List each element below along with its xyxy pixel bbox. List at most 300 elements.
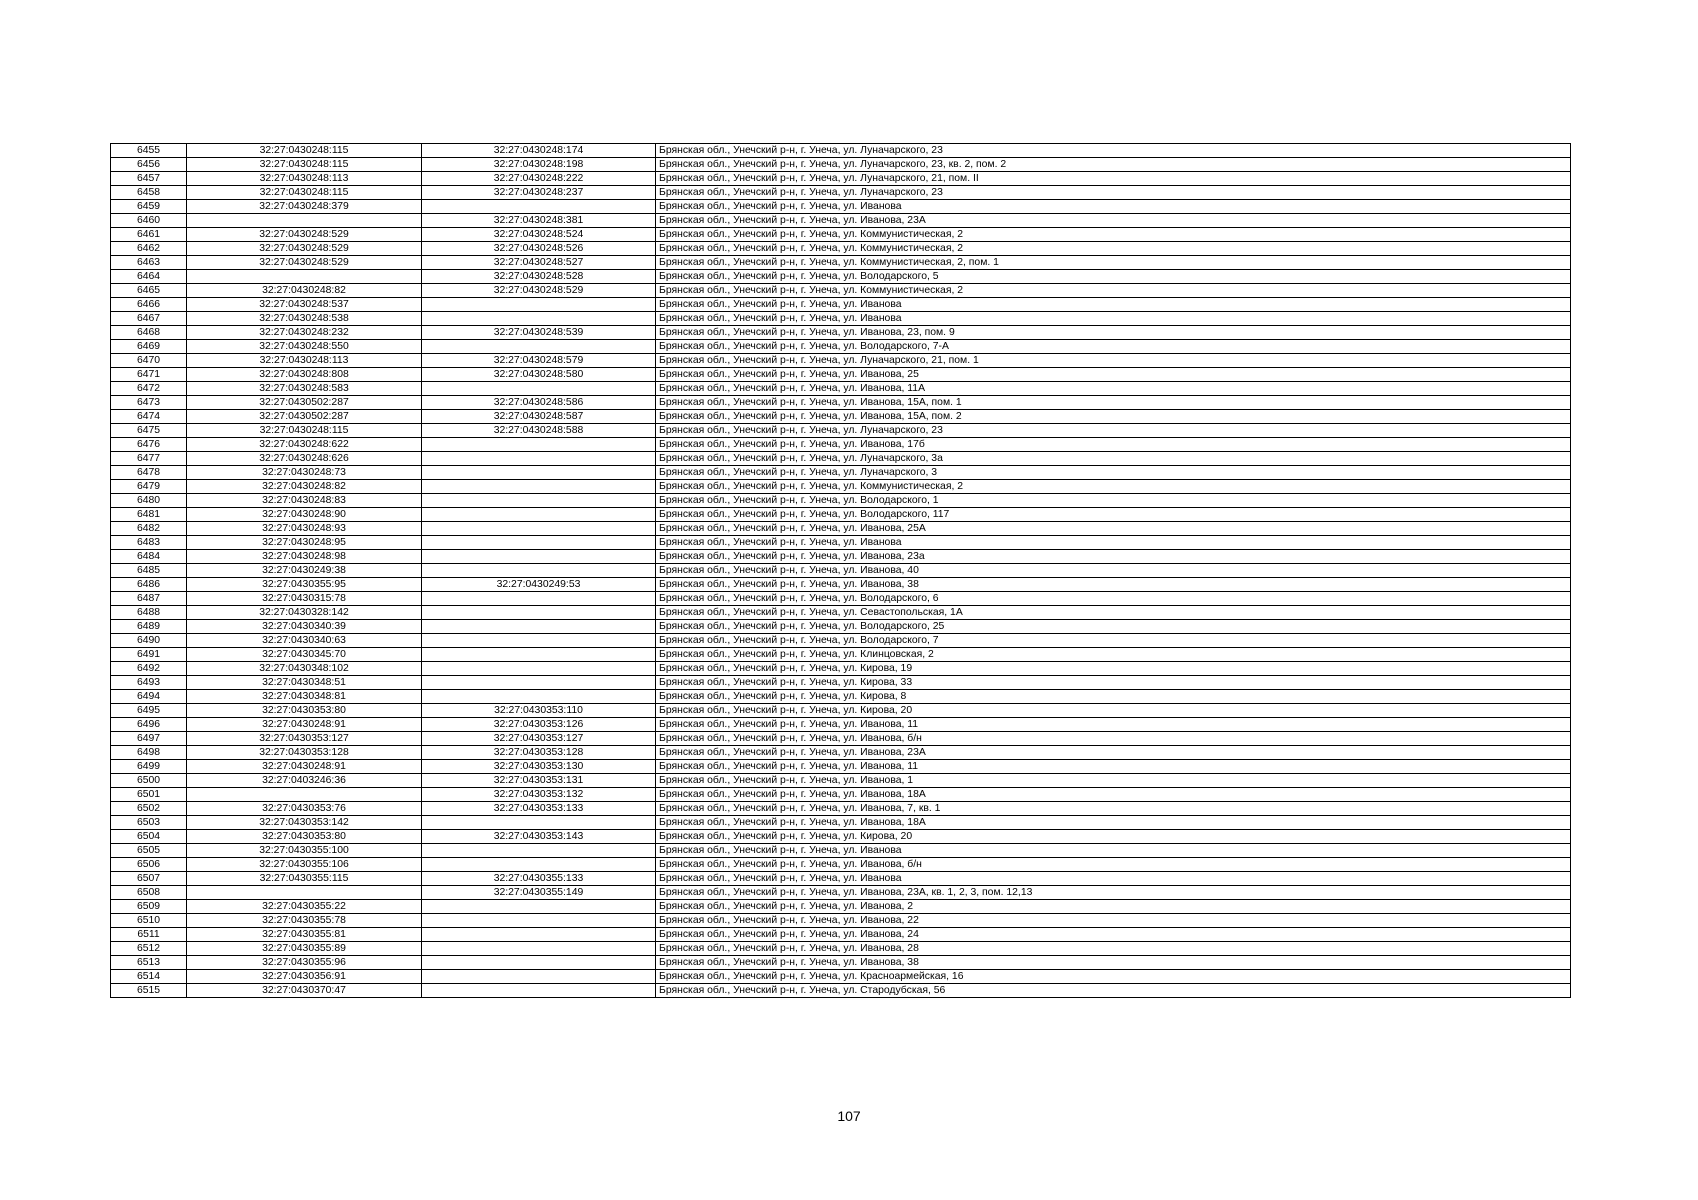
table-row [111,788,1571,802]
row-number-cell: 6478 [111,466,187,480]
address-cell: Брянская обл., Унечский р-н, г. Унеча, ул. Иванова, 22 [656,914,1571,928]
object-cadastral-cell [422,984,656,998]
parent-cadastral-cell: 32:27:0430355:78 [187,914,422,928]
address-cell: Брянская обл., Унечский р-н, г. Унеча, ул. Иванова, 23А [656,214,1571,228]
address-cell: Брянская обл., Унечский р-н, г. Унеча, ул. Иванова, 25А [656,522,1571,536]
table-row [111,452,1571,466]
row-number-cell: 6483 [111,536,187,550]
registry-table [110,143,1571,998]
address-cell: Брянская обл., Унечский р-н, г. Унеча, ул. Володарского, 1 [656,494,1571,508]
object-cadastral-cell: 32:27:0430353:131 [422,774,656,788]
address-cell: Брянская обл., Унечский р-н, г. Унеча, ул. Коммунистическая, 2 [656,284,1571,298]
parent-cadastral-cell: 32:27:0430248:95 [187,536,422,550]
address-cell: Брянская обл., Унечский р-н, г. Унеча, ул. Иванова, 38 [656,578,1571,592]
object-cadastral-cell: 32:27:0430248:580 [422,368,656,382]
table-row [111,312,1571,326]
address-cell: Брянская обл., Унечский р-н, г. Унеча, ул. Иванова, 15А, пом. 1 [656,396,1571,410]
object-cadastral-cell [422,620,656,634]
row-number-cell: 6471 [111,368,187,382]
object-cadastral-cell [422,536,656,550]
table-row [111,592,1571,606]
address-cell: Брянская обл., Унечский р-н, г. Унеча, ул. Иванова [656,872,1571,886]
table-row [111,914,1571,928]
object-cadastral-cell [422,606,656,620]
object-cadastral-cell: 32:27:0430355:149 [422,886,656,900]
row-number-cell: 6480 [111,494,187,508]
object-cadastral-cell [422,914,656,928]
object-cadastral-cell: 32:27:0430248:528 [422,270,656,284]
table-row [111,802,1571,816]
object-cadastral-cell: 32:27:0430248:198 [422,158,656,172]
object-cadastral-cell [422,494,656,508]
row-number-cell: 6512 [111,942,187,956]
parent-cadastral-cell: 32:27:0430248:93 [187,522,422,536]
row-number-cell: 6458 [111,186,187,200]
table-row [111,396,1571,410]
object-cadastral-cell: 32:27:0430248:588 [422,424,656,438]
parent-cadastral-cell: 32:27:0430248:626 [187,452,422,466]
parent-cadastral-cell: 32:27:0430248:115 [187,158,422,172]
parent-cadastral-cell: 32:27:0430248:115 [187,424,422,438]
object-cadastral-cell: 32:27:0430248:579 [422,354,656,368]
table-row [111,816,1571,830]
table-row [111,144,1571,158]
parent-cadastral-cell [187,886,422,900]
row-number-cell: 6508 [111,886,187,900]
object-cadastral-cell: 32:27:0430353:110 [422,704,656,718]
object-cadastral-cell [422,858,656,872]
parent-cadastral-cell: 32:27:0430248:90 [187,508,422,522]
row-number-cell: 6473 [111,396,187,410]
object-cadastral-cell: 32:27:0430248:527 [422,256,656,270]
table-row [111,186,1571,200]
object-cadastral-cell [422,452,656,466]
table-row [111,508,1571,522]
parent-cadastral-cell: 32:27:0430248:91 [187,760,422,774]
parent-cadastral-cell: 32:27:0430355:81 [187,928,422,942]
parent-cadastral-cell [187,788,422,802]
row-number-cell: 6499 [111,760,187,774]
parent-cadastral-cell: 32:27:0430370:47 [187,984,422,998]
parent-cadastral-cell: 32:27:0430248:115 [187,186,422,200]
parent-cadastral-cell: 32:27:0430353:80 [187,830,422,844]
address-cell: Брянская обл., Унечский р-н, г. Унеча, ул. Иванова, 11А [656,382,1571,396]
table-row [111,858,1571,872]
row-number-cell: 6488 [111,606,187,620]
table-row [111,578,1571,592]
table-row [111,830,1571,844]
parent-cadastral-cell: 32:27:0430248:98 [187,550,422,564]
address-cell: Брянская обл., Унечский р-н, г. Унеча, ул. Коммунистическая, 2, пом. 1 [656,256,1571,270]
table-row [111,634,1571,648]
address-cell: Брянская обл., Унечский р-н, г. Унеча, ул. Володарского, 7 [656,634,1571,648]
table-row [111,648,1571,662]
row-number-cell: 6505 [111,844,187,858]
table-row [111,886,1571,900]
table-row [111,494,1571,508]
row-number-cell: 6470 [111,354,187,368]
row-number-cell: 6459 [111,200,187,214]
page-number: 107 [837,1108,861,1124]
registry-sheet [110,143,1570,998]
row-number-cell: 6509 [111,900,187,914]
table-row [111,340,1571,354]
object-cadastral-cell [422,298,656,312]
address-cell: Брянская обл., Унечский р-н, г. Унеча, ул. Иванова, 23А, кв. 1, 2, 3, пом. 12,13 [656,886,1571,900]
table-row [111,774,1571,788]
address-cell: Брянская обл., Унечский р-н, г. Унеча, ул. Иванова, б/н [656,732,1571,746]
parent-cadastral-cell: 32:27:0430248:115 [187,144,422,158]
object-cadastral-cell [422,970,656,984]
table-row [111,284,1571,298]
row-number-cell: 6461 [111,228,187,242]
address-cell: Брянская обл., Унечский р-н, г. Унеча, ул. Иванова [656,298,1571,312]
row-number-cell: 6479 [111,480,187,494]
table-row [111,368,1571,382]
registry-table-body [111,144,1571,998]
row-number-cell: 6510 [111,914,187,928]
parent-cadastral-cell: 32:27:0430249:38 [187,564,422,578]
row-number-cell: 6507 [111,872,187,886]
row-number-cell: 6493 [111,676,187,690]
table-row [111,606,1571,620]
object-cadastral-cell: 32:27:0430248:222 [422,172,656,186]
row-number-cell: 6475 [111,424,187,438]
parent-cadastral-cell: 32:27:0430353:142 [187,816,422,830]
parent-cadastral-cell: 32:27:0430355:106 [187,858,422,872]
address-cell: Брянская обл., Унечский р-н, г. Унеча, ул. Володарского, 117 [656,508,1571,522]
address-cell: Брянская обл., Унечский р-н, г. Унеча, ул. Кирова, 19 [656,662,1571,676]
object-cadastral-cell [422,690,656,704]
address-cell: Брянская обл., Унечский р-н, г. Унеча, ул. Иванова, 40 [656,564,1571,578]
address-cell: Брянская обл., Унечский р-н, г. Унеча, ул. Клинцовская, 2 [656,648,1571,662]
address-cell: Брянская обл., Унечский р-н, г. Унеча, ул. Иванова, 7, кв. 1 [656,802,1571,816]
table-row [111,354,1571,368]
parent-cadastral-cell: 32:27:0430340:63 [187,634,422,648]
row-number-cell: 6468 [111,326,187,340]
table-row [111,956,1571,970]
row-number-cell: 6515 [111,984,187,998]
address-cell: Брянская обл., Унечский р-н, г. Унеча, ул. Коммунистическая, 2 [656,228,1571,242]
table-row [111,620,1571,634]
row-number-cell: 6472 [111,382,187,396]
address-cell: Брянская обл., Унечский р-н, г. Унеча, ул. Иванова, 2 [656,900,1571,914]
parent-cadastral-cell: 32:27:0430353:76 [187,802,422,816]
table-row [111,718,1571,732]
row-number-cell: 6514 [111,970,187,984]
parent-cadastral-cell: 32:27:0430348:51 [187,676,422,690]
address-cell: Брянская обл., Унечский р-н, г. Унеча, ул. Володарского, 7-А [656,340,1571,354]
row-number-cell: 6477 [111,452,187,466]
object-cadastral-cell: 32:27:0430353:133 [422,802,656,816]
object-cadastral-cell [422,956,656,970]
object-cadastral-cell: 32:27:0430248:174 [422,144,656,158]
row-number-cell: 6504 [111,830,187,844]
parent-cadastral-cell: 32:27:0430248:232 [187,326,422,340]
object-cadastral-cell [422,522,656,536]
row-number-cell: 6456 [111,158,187,172]
parent-cadastral-cell: 32:27:0430356:91 [187,970,422,984]
parent-cadastral-cell: 32:27:0430248:583 [187,382,422,396]
parent-cadastral-cell: 32:27:0430348:102 [187,662,422,676]
parent-cadastral-cell: 32:27:0430248:529 [187,242,422,256]
object-cadastral-cell [422,508,656,522]
address-cell: Брянская обл., Унечский р-н, г. Унеча, ул. Иванова, 18А [656,816,1571,830]
parent-cadastral-cell: 32:27:0430355:89 [187,942,422,956]
parent-cadastral-cell: 32:27:0430353:80 [187,704,422,718]
address-cell: Брянская обл., Унечский р-н, г. Унеча, ул. Кирова, 8 [656,690,1571,704]
object-cadastral-cell [422,900,656,914]
row-number-cell: 6482 [111,522,187,536]
address-cell: Брянская обл., Унечский р-н, г. Унеча, ул. Луначарского, 21, пом. 1 [656,354,1571,368]
row-number-cell: 6511 [111,928,187,942]
table-row [111,158,1571,172]
address-cell: Брянская обл., Унечский р-н, г. Унеча, ул. Иванова, 11 [656,760,1571,774]
parent-cadastral-cell: 32:27:0430248:379 [187,200,422,214]
parent-cadastral-cell: 32:27:0430248:82 [187,284,422,298]
parent-cadastral-cell: 32:27:0430340:39 [187,620,422,634]
address-cell: Брянская обл., Унечский р-н, г. Унеча, ул. Иванова [656,844,1571,858]
table-row [111,942,1571,956]
object-cadastral-cell: 32:27:0430248:587 [422,410,656,424]
row-number-cell: 6466 [111,298,187,312]
parent-cadastral-cell: 32:27:0430355:95 [187,578,422,592]
address-cell: Брянская обл., Унечский р-н, г. Унеча, ул. Иванова, 18А [656,788,1571,802]
parent-cadastral-cell: 32:27:0430248:113 [187,354,422,368]
table-row [111,298,1571,312]
address-cell: Брянская обл., Унечский р-н, г. Унеча, ул. Иванова, 17б [656,438,1571,452]
table-row [111,410,1571,424]
object-cadastral-cell [422,564,656,578]
table-row [111,438,1571,452]
row-number-cell: 6484 [111,550,187,564]
parent-cadastral-cell: 32:27:0430348:81 [187,690,422,704]
object-cadastral-cell: 32:27:0430248:586 [422,396,656,410]
table-row [111,690,1571,704]
parent-cadastral-cell: 32:27:0430248:91 [187,718,422,732]
table-row [111,522,1571,536]
address-cell: Брянская обл., Унечский р-н, г. Унеча, ул. Стародубская, 56 [656,984,1571,998]
row-number-cell: 6503 [111,816,187,830]
table-row [111,536,1571,550]
address-cell: Брянская обл., Унечский р-н, г. Унеча, ул. Луначарского, 23 [656,424,1571,438]
row-number-cell: 6474 [111,410,187,424]
table-row [111,270,1571,284]
parent-cadastral-cell: 32:27:0430502:287 [187,396,422,410]
row-number-cell: 6497 [111,732,187,746]
parent-cadastral-cell: 32:27:0430355:96 [187,956,422,970]
parent-cadastral-cell: 32:27:0430355:100 [187,844,422,858]
object-cadastral-cell: 32:27:0430353:128 [422,746,656,760]
address-cell: Брянская обл., Унечский р-н, г. Унеча, ул. Володарского, 5 [656,270,1571,284]
table-row [111,200,1571,214]
table-row [111,928,1571,942]
parent-cadastral-cell: 32:27:0430355:22 [187,900,422,914]
row-number-cell: 6464 [111,270,187,284]
row-number-cell: 6502 [111,802,187,816]
address-cell: Брянская обл., Унечский р-н, г. Унеча, ул. Кирова, 20 [656,704,1571,718]
parent-cadastral-cell [187,270,422,284]
row-number-cell: 6487 [111,592,187,606]
object-cadastral-cell [422,662,656,676]
address-cell: Брянская обл., Унечский р-н, г. Унеча, ул. Коммунистическая, 2 [656,480,1571,494]
table-row [111,382,1571,396]
address-cell: Брянская обл., Унечский р-н, г. Унеча, ул. Кирова, 33 [656,676,1571,690]
parent-cadastral-cell: 32:27:0430248:538 [187,312,422,326]
parent-cadastral-cell: 32:27:0430355:115 [187,872,422,886]
object-cadastral-cell [422,438,656,452]
parent-cadastral-cell: 32:27:0430345:70 [187,648,422,662]
parent-cadastral-cell: 32:27:0430248:113 [187,172,422,186]
address-cell: Брянская обл., Унечский р-н, г. Унеча, ул. Иванова, 23а [656,550,1571,564]
row-number-cell: 6457 [111,172,187,186]
table-row [111,970,1571,984]
table-row [111,760,1571,774]
row-number-cell: 6489 [111,620,187,634]
table-row [111,550,1571,564]
object-cadastral-cell: 32:27:0430248:524 [422,228,656,242]
table-row [111,326,1571,340]
parent-cadastral-cell: 32:27:0430328:142 [187,606,422,620]
object-cadastral-cell [422,676,656,690]
row-number-cell: 6495 [111,704,187,718]
parent-cadastral-cell: 32:27:0430248:808 [187,368,422,382]
table-row [111,704,1571,718]
table-row [111,872,1571,886]
row-number-cell: 6506 [111,858,187,872]
parent-cadastral-cell: 32:27:0430353:128 [187,746,422,760]
row-number-cell: 6460 [111,214,187,228]
parent-cadastral-cell: 32:27:0430248:83 [187,494,422,508]
row-number-cell: 6496 [111,718,187,732]
parent-cadastral-cell: 32:27:0430248:529 [187,228,422,242]
table-row [111,172,1571,186]
row-number-cell: 6463 [111,256,187,270]
address-cell: Брянская обл., Унечский р-н, г. Унеча, ул. Иванова [656,536,1571,550]
parent-cadastral-cell [187,214,422,228]
address-cell: Брянская обл., Унечский р-н, г. Унеча, ул. Иванова, 23А [656,746,1571,760]
table-row [111,564,1571,578]
object-cadastral-cell: 32:27:0430353:127 [422,732,656,746]
parent-cadastral-cell: 32:27:0430248:529 [187,256,422,270]
row-number-cell: 6455 [111,144,187,158]
row-number-cell: 6492 [111,662,187,676]
table-row [111,732,1571,746]
address-cell: Брянская обл., Унечский р-н, г. Унеча, ул. Коммунистическая, 2 [656,242,1571,256]
address-cell: Брянская обл., Унечский р-н, г. Унеча, ул. Севастопольская, 1А [656,606,1571,620]
table-row [111,984,1571,998]
table-row [111,746,1571,760]
table-row [111,214,1571,228]
row-number-cell: 6490 [111,634,187,648]
parent-cadastral-cell: 32:27:0430248:537 [187,298,422,312]
object-cadastral-cell: 32:27:0430248:529 [422,284,656,298]
object-cadastral-cell: 32:27:0430248:237 [422,186,656,200]
row-number-cell: 6485 [111,564,187,578]
object-cadastral-cell [422,844,656,858]
object-cadastral-cell [422,312,656,326]
address-cell: Брянская обл., Унечский р-н, г. Унеча, ул. Луначарского, 23, кв. 2, пом. 2 [656,158,1571,172]
address-cell: Брянская обл., Унечский р-н, г. Унеча, ул. Луначарского, 21, пом. II [656,172,1571,186]
object-cadastral-cell [422,634,656,648]
row-number-cell: 6467 [111,312,187,326]
address-cell: Брянская обл., Унечский р-н, г. Унеча, ул. Иванова [656,200,1571,214]
row-number-cell: 6462 [111,242,187,256]
object-cadastral-cell [422,592,656,606]
object-cadastral-cell: 32:27:0430353:130 [422,760,656,774]
parent-cadastral-cell: 32:27:0430315:78 [187,592,422,606]
parent-cadastral-cell: 32:27:0430502:287 [187,410,422,424]
row-number-cell: 6465 [111,284,187,298]
address-cell: Брянская обл., Унечский р-н, г. Унеча, ул. Иванова, 24 [656,928,1571,942]
object-cadastral-cell [422,648,656,662]
parent-cadastral-cell: 32:27:0430248:73 [187,466,422,480]
address-cell: Брянская обл., Унечский р-н, г. Унеча, ул. Иванова, 15А, пом. 2 [656,410,1571,424]
object-cadastral-cell: 32:27:0430353:143 [422,830,656,844]
table-row [111,900,1571,914]
address-cell: Брянская обл., Унечский р-н, г. Унеча, ул. Красноармейская, 16 [656,970,1571,984]
object-cadastral-cell: 32:27:0430353:132 [422,788,656,802]
object-cadastral-cell [422,816,656,830]
address-cell: Брянская обл., Унечский р-н, г. Унеча, ул. Иванова [656,312,1571,326]
row-number-cell: 6476 [111,438,187,452]
object-cadastral-cell [422,942,656,956]
object-cadastral-cell [422,550,656,564]
address-cell: Брянская обл., Унечский р-н, г. Унеча, ул. Иванова, б/н [656,858,1571,872]
table-row [111,228,1571,242]
table-row [111,480,1571,494]
address-cell: Брянская обл., Унечский р-н, г. Унеча, ул. Володарского, 6 [656,592,1571,606]
row-number-cell: 6491 [111,648,187,662]
row-number-cell: 6501 [111,788,187,802]
row-number-cell: 6494 [111,690,187,704]
address-cell: Брянская обл., Унечский р-н, г. Унеча, ул. Иванова, 38 [656,956,1571,970]
object-cadastral-cell: 32:27:0430355:133 [422,872,656,886]
parent-cadastral-cell: 32:27:0430353:127 [187,732,422,746]
object-cadastral-cell [422,200,656,214]
object-cadastral-cell: 32:27:0430353:126 [422,718,656,732]
row-number-cell: 6498 [111,746,187,760]
address-cell: Брянская обл., Унечский р-н, г. Унеча, ул. Иванова, 1 [656,774,1571,788]
parent-cadastral-cell: 32:27:0430248:622 [187,438,422,452]
object-cadastral-cell: 32:27:0430249:53 [422,578,656,592]
address-cell: Брянская обл., Унечский р-н, г. Унеча, ул. Иванова, 11 [656,718,1571,732]
object-cadastral-cell: 32:27:0430248:526 [422,242,656,256]
object-cadastral-cell [422,340,656,354]
object-cadastral-cell [422,480,656,494]
table-row [111,424,1571,438]
object-cadastral-cell: 32:27:0430248:539 [422,326,656,340]
address-cell: Брянская обл., Унечский р-н, г. Унеча, ул. Луначарского, 23 [656,186,1571,200]
address-cell: Брянская обл., Унечский р-н, г. Унеча, ул. Иванова, 25 [656,368,1571,382]
address-cell: Брянская обл., Унечский р-н, г. Унеча, ул. Володарского, 25 [656,620,1571,634]
object-cadastral-cell [422,928,656,942]
parent-cadastral-cell: 32:27:0403246:36 [187,774,422,788]
object-cadastral-cell: 32:27:0430248:381 [422,214,656,228]
parent-cadastral-cell: 32:27:0430248:550 [187,340,422,354]
table-row [111,662,1571,676]
address-cell: Брянская обл., Унечский р-н, г. Унеча, ул. Луначарского, 23 [656,144,1571,158]
object-cadastral-cell [422,382,656,396]
table-row [111,242,1571,256]
row-number-cell: 6481 [111,508,187,522]
address-cell: Брянская обл., Унечский р-н, г. Унеча, ул. Кирова, 20 [656,830,1571,844]
table-row [111,256,1571,270]
row-number-cell: 6513 [111,956,187,970]
table-row [111,466,1571,480]
address-cell: Брянская обл., Унечский р-н, г. Унеча, ул. Иванова, 28 [656,942,1571,956]
address-cell: Брянская обл., Унечский р-н, г. Унеча, ул. Иванова, 23, пом. 9 [656,326,1571,340]
